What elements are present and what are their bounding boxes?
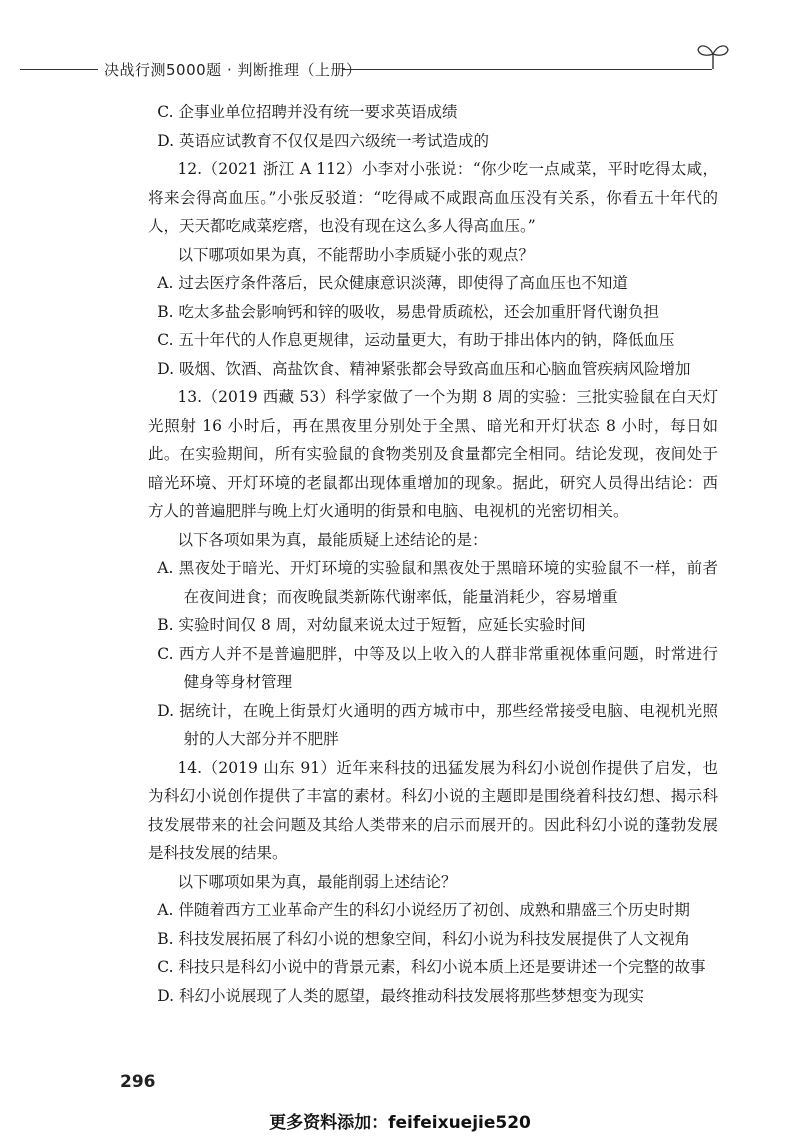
question-content xyxy=(148,98,718,1010)
page-number: 296 xyxy=(120,1072,156,1092)
footer-note: 更多资料添加：feifeixuejie520 xyxy=(269,1113,531,1133)
option-a-q14: A. 伴随着西方工业革命产生的科幻小说经历了初创、成熟和鼎盛三个历史时期 xyxy=(157,901,690,919)
header-rule-left xyxy=(20,69,98,70)
option-a-q13: A. 黑夜处于暗光、开灯环境的实验鼠和黑夜处于黑暗环境的实验鼠不一样，前者在夜间进食；而夜晚鼠类新陈代谢率低，能量消耗少，容易增重 xyxy=(157,559,718,606)
option-c-q13: C. 西方人并不是普遍肥胖，中等及以上收入的人群非常重视体重问题，时常进行健身等身材管理 xyxy=(157,644,718,691)
question-14-prompt: 以下哪项如果为真，最能削弱上述结论？ xyxy=(177,872,457,891)
option-c-q14: C. 科技只是科幻小说中的背景元素，科幻小说本质上还是要讲述一个完整的故事 xyxy=(157,958,706,976)
option-c-q12: C. 五十年代的人作息更规律，运动量更大，有助于排出体内的钠，降低血压 xyxy=(157,331,675,349)
book-title: 决战行测5000题 · 判断推理（上册） xyxy=(104,61,362,79)
option-b-q12: B. 吃太多盐会影响钙和锌的吸收，易患骨质疏松，还会加重肝肾代谢负担 xyxy=(157,302,660,321)
question-14: 14.（2019 山东 91）近年来科技的迅猛发展为科幻小说创作提供了启发，也为科幻小说创作提供了丰富的素材。科幻小说的主题即是围绕着科技幻想、揭示科技发展带来的社会问题及其给人类带来的启示而展开的。因此科幻小说的蓬勃发展是科技发展的结果。 xyxy=(148,758,718,862)
option-d-q13: D. 据统计，在晚上街景灯火通明的西方城市中，那些经常接受电脑、电视机光照射的人大部分并不肥胖 xyxy=(157,701,718,748)
question-13-prompt: 以下各项如果为真，最能质疑上述结论的是： xyxy=(177,530,488,549)
option-d-q14: D. 科幻小说展现了人类的愿望，最终推动科技发展将那些梦想变为现实 xyxy=(157,986,645,1005)
question-12-prompt: 以下哪项如果为真，不能帮助小李质疑小张的观点？ xyxy=(177,245,534,264)
option-b-q14: B. 科技发展拓展了科幻小说的想象空间，科幻小说为科技发展提供了人文视角 xyxy=(157,929,691,948)
sprout-icon xyxy=(696,40,730,70)
header-rule-right xyxy=(342,69,712,70)
question-12: 12.（2021 浙江 A 112）小李对小张说：“你少吃一点咸菜，平时吃得太咸，将来会得高血压。”小张反驳道：“吃得咸不咸跟高血压没有关系，你看五十年代的人，天天都吃咸菜疙瘩，也没有现在这么多人得高血压。” xyxy=(148,160,718,235)
question-13: 13.（2019 西藏 53）科学家做了一个为期 8 周的实验：三批实验鼠在白天灯光照射 16 小时后，再在黑夜里分别处于全黑、暗光和开灯状态 8 小时，每日如此。在实验期间，所有实验鼠的食物类别及食量都完全相同。结论发现，夜间处于暗光环境、开灯环境的老鼠都出现体重增加的现象。据此，研究人员得出结论：西方人的普遍肥胖与晚上灯火通明的街景和电脑、电视机的光密切相关。 xyxy=(148,388,718,520)
option-c-q11: C. 企事业单位招聘并没有统一要求英语成绩 xyxy=(157,103,458,121)
option-d-q12: D. 吸烟、饮酒、高盐饮食、精神紧张都会导致高血压和心脑血管疾病风险增加 xyxy=(157,359,691,378)
option-a-q12: A. 过去医疗条件落后，民众健康意识淡薄，即使得了高血压也不知道 xyxy=(157,274,628,292)
option-b-q13: B. 实验时间仅 8 周，对幼鼠来说太过于短暂，应延长实验时间 xyxy=(157,616,586,634)
option-d-q11: D. 英语应试教育不仅仅是四六级统一考试造成的 xyxy=(157,131,490,150)
running-header xyxy=(20,38,720,78)
